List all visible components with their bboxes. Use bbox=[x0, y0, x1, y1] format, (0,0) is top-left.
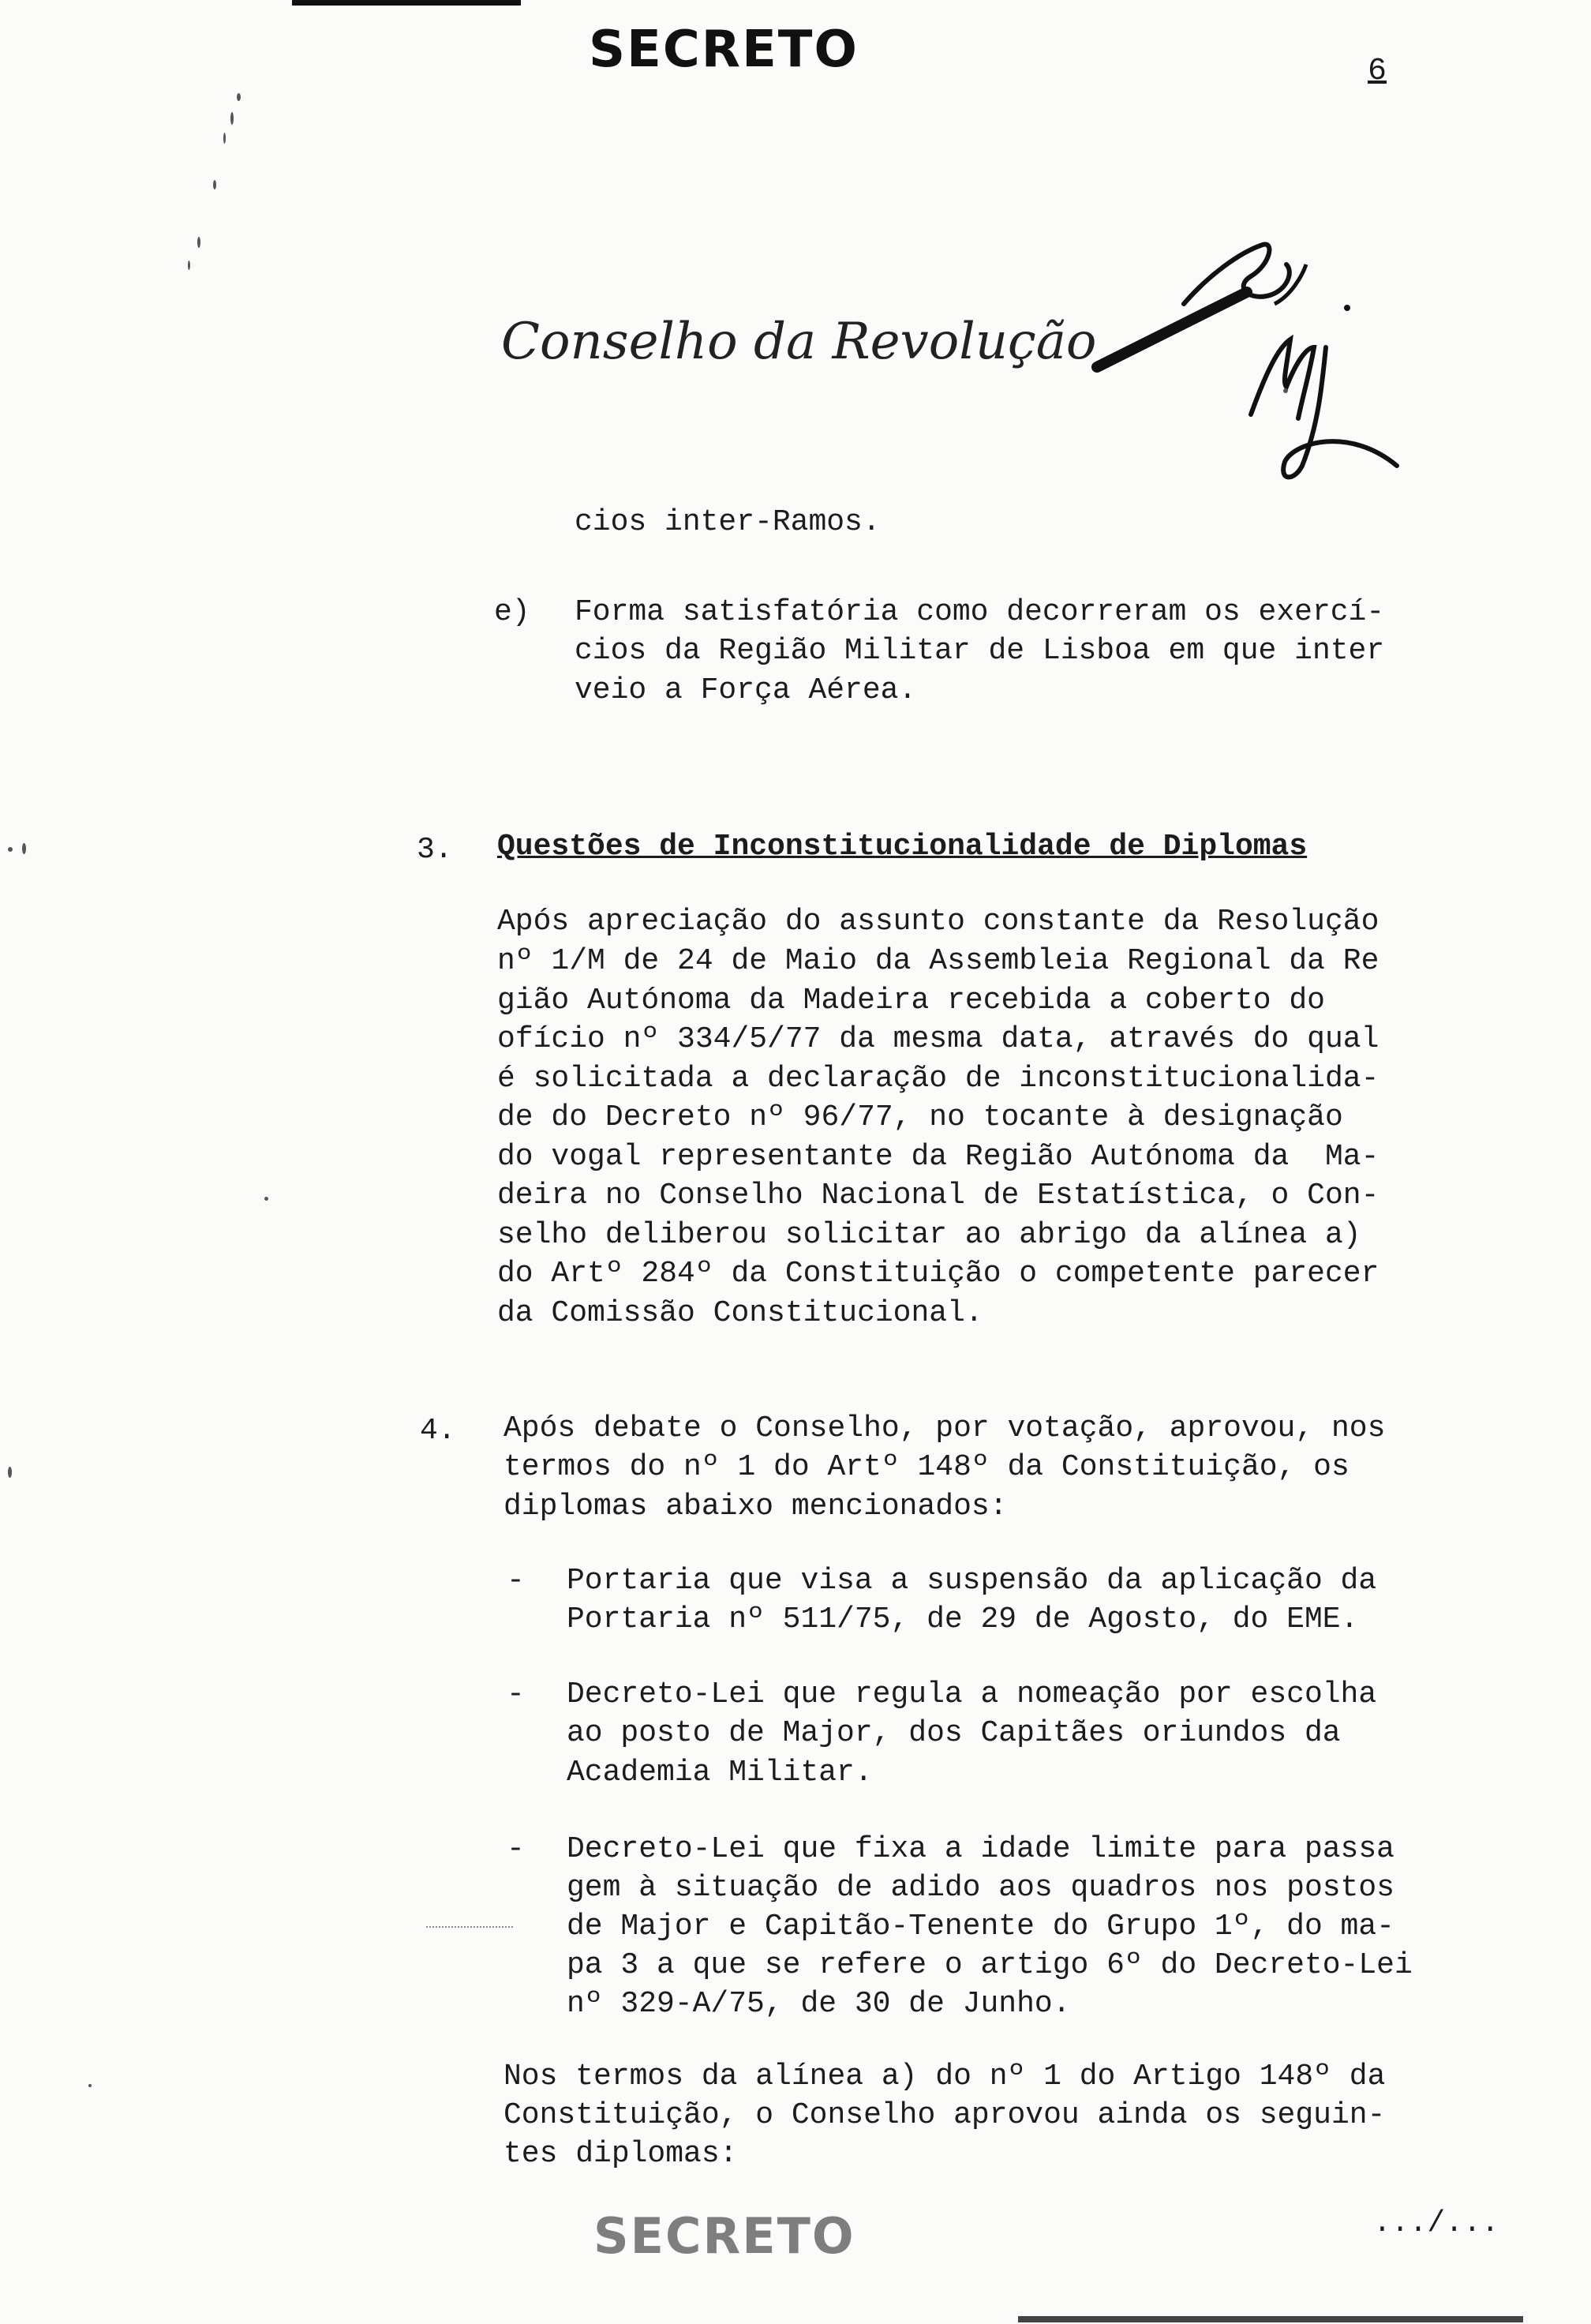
bullet-dash: - bbox=[507, 1677, 525, 1711]
section-4-line: Após debate o Conselho, por votação, aprovou, nos bbox=[504, 1411, 1386, 1445]
scan-speck bbox=[264, 1197, 268, 1201]
scan-speck bbox=[237, 93, 241, 101]
section-3-line: gião Autónoma da Madeira recebida a coberto do bbox=[497, 984, 1325, 1018]
section-3-line: do vogal representante da Região Autónoma da Ma- bbox=[497, 1140, 1379, 1174]
scan-speck bbox=[213, 180, 216, 189]
item-e-marker: e) bbox=[494, 595, 530, 629]
bullet-1-line: Portaria nº 511/75, de 29 de Agosto, do EME. bbox=[567, 1602, 1359, 1636]
item-e-line-3: veio a Força Aérea. bbox=[575, 673, 917, 707]
scan-speck bbox=[8, 847, 13, 852]
section-3-line: selho deliberou solicitar ao abrigo da alínea a) bbox=[497, 1218, 1361, 1252]
section-4-number: 4. bbox=[420, 1414, 456, 1448]
scan-speck bbox=[188, 261, 190, 270]
item-e-line-2: cios da Região Militar de Lisboa em que inter bbox=[575, 634, 1385, 668]
bullet-3-line: nº 329-A/75, de 30 de Junho. bbox=[567, 1987, 1071, 2021]
handwritten-initials bbox=[1089, 229, 1421, 489]
continuation-mark: .../... bbox=[1373, 2206, 1499, 2240]
scan-speck bbox=[1283, 388, 1288, 393]
bullet-3-line: Decreto-Lei que fixa a idade limite para passa bbox=[567, 1832, 1394, 1866]
bullet-3-line: gem à situação de adido aos quadros nos postos bbox=[567, 1871, 1394, 1905]
page-number: 6 bbox=[1368, 54, 1387, 89]
section-3-line: é solicitada a declaração de inconstitucionalida- bbox=[497, 1062, 1379, 1096]
closing-line: tes diplomas: bbox=[504, 2137, 738, 2171]
bullet-2-line: ao posto de Major, dos Capitães oriundos da bbox=[567, 1716, 1341, 1750]
section-3-line: de do Decreto nº 96/77, no tocante à designação bbox=[497, 1100, 1343, 1134]
letterhead: Conselho da Revolução bbox=[501, 313, 1097, 371]
scan-speck bbox=[22, 843, 26, 854]
scan-dotted-line bbox=[426, 1926, 513, 1928]
section-3-line: da Comissão Constitucional. bbox=[497, 1296, 983, 1330]
bottom-rule bbox=[1018, 2316, 1523, 2322]
classification-stamp-bottom: SECRETO bbox=[593, 2207, 855, 2265]
top-rule bbox=[292, 0, 521, 6]
scan-speck bbox=[88, 2084, 92, 2087]
section-3-line: Após apreciação do assunto constante da Resolução bbox=[497, 905, 1379, 939]
section-3-number: 3. bbox=[417, 833, 453, 867]
section-3-line: deira no Conselho Nacional de Estatística, o Con- bbox=[497, 1179, 1379, 1213]
classification-stamp-top: SECRETO bbox=[589, 21, 859, 79]
section-3-line: do Artº 284º da Constituição o competente parecer bbox=[497, 1257, 1379, 1291]
section-3-line: ofício nº 334/5/77 da mesma data, através do qual bbox=[497, 1022, 1379, 1056]
scan-speck bbox=[197, 237, 200, 248]
section-3-line: nº 1/M de 24 de Maio da Assembleia Regional da Re bbox=[497, 944, 1379, 978]
bullet-2-line: Decreto-Lei que regula a nomeação por escolha bbox=[567, 1677, 1377, 1711]
bullet-2-line: Academia Militar. bbox=[567, 1756, 873, 1790]
bullet-dash: - bbox=[507, 1564, 525, 1598]
closing-line: Nos termos da alínea a) do nº 1 do Artigo 148º da bbox=[504, 2060, 1386, 2093]
closing-line: Constituição, o Conselho aprovou ainda os seguin- bbox=[504, 2098, 1386, 2132]
bullet-1-line: Portaria que visa a suspensão da aplicação da bbox=[567, 1564, 1377, 1598]
item-e-line-1: Forma satisfatória como decorreram os exercí- bbox=[575, 595, 1385, 629]
scan-speck bbox=[8, 1467, 12, 1478]
bullet-3-line: pa 3 a que se refere o artigo 6º do Decreto-Lei bbox=[567, 1948, 1413, 1982]
section-3-heading: Questões de Inconstitucionalidade de Diplomas bbox=[497, 830, 1308, 864]
section-4-line: diplomas abaixo mencionados: bbox=[504, 1490, 1008, 1524]
scan-speck bbox=[223, 133, 226, 144]
bullet-dash: - bbox=[507, 1832, 525, 1866]
scan-speck bbox=[230, 112, 234, 125]
bullet-3-line: de Major e Capitão-Tenente do Grupo 1º, do ma- bbox=[567, 1910, 1394, 1944]
section-4-line: termos do nº 1 do Artº 148º da Constituição, os bbox=[504, 1450, 1350, 1484]
item-e-continuation: cios inter-Ramos. bbox=[575, 505, 881, 539]
